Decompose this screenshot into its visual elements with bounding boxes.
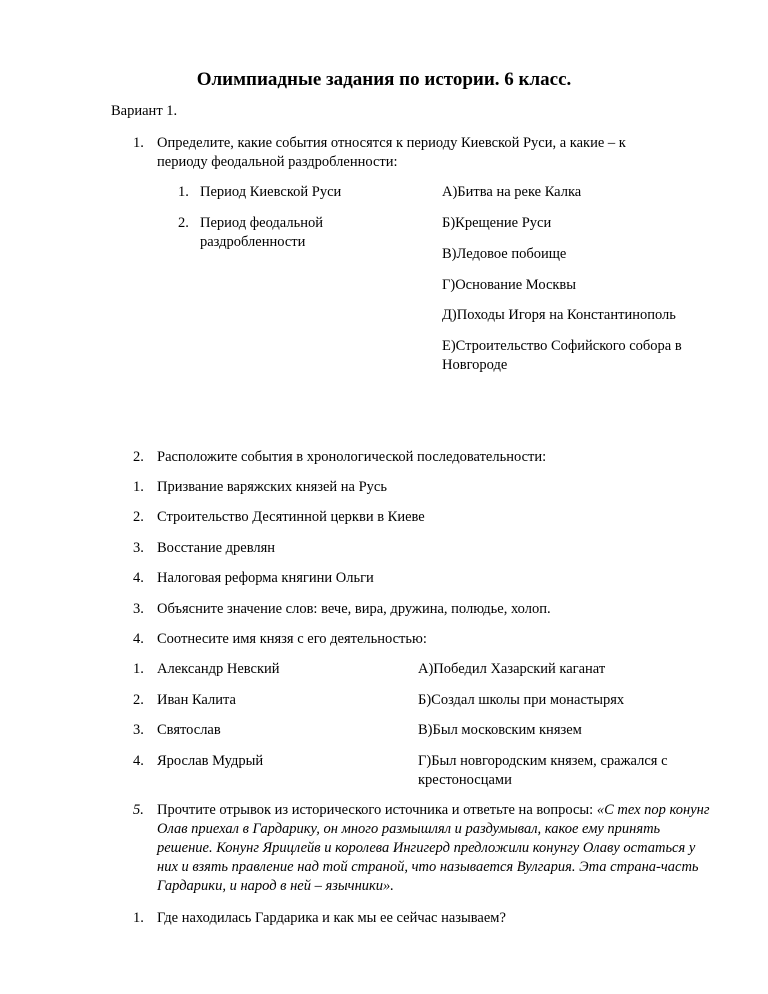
q1-right-item: Е)Строительство Софийского собора в Новгороде [442,338,682,373]
q4-left-item-label: Святослав [157,722,221,738]
question-4-text: Соотнесите имя князя с его деятельностью: [157,631,427,647]
q2-list-item-number: 2. [133,509,144,525]
question-5-prompt: Прочтите отрывок из исторического источника и ответьте на вопросы: [157,802,597,818]
q2-list-item-label: Налоговая реформа княгини Ольги [157,570,374,586]
q1-left-item-label: Период феодальной раздробленности [200,215,323,250]
q4-right-item: Б)Создал школы при монастырях [418,692,625,708]
question-1-number: 1. [133,135,144,151]
question-1-text: Определите, какие события относятся к периоду Киевской Руси, а какие – к периоду феодальной раздробленности: [157,135,626,170]
question-2-text: Расположите события в хронологической последовательности: [157,449,547,465]
q4-left-item-label: Ярослав Мудрый [157,753,264,769]
q2-list-item-number: 1. [133,479,144,495]
q2-list-item-number: 3. [133,540,144,556]
q4-left-item-number: 1. [133,661,144,677]
q1-right-item: Б)Крещение Руси [442,215,552,231]
question-2-number: 2. [133,449,144,465]
question-3-text: Объясните значение слов: вече, вира, дружина, полюдье, холоп. [157,601,551,617]
question-3-number: 3. [133,601,144,617]
q5-question-label: Где находилась Гардарика и как мы ее сейчас называем? [157,910,506,926]
q1-right-item: В)Ледовое побоище [442,246,567,262]
q1-right-item: Д)Походы Игоря на Константинополь [442,307,676,323]
variant-label: Вариант 1. [111,103,178,119]
q1-right-item: Г)Основание Москвы [442,277,577,293]
q1-left-item-label: Период Киевской Руси [200,184,342,200]
page-title: Олимпиадные задания по истории. 6 класс. [196,69,572,90]
q4-right-item: В)Был московским князем [418,722,582,738]
q4-left-item-label: Александр Невский [157,661,280,677]
q4-left-item-number: 4. [133,753,144,769]
question-5-text [157,801,717,896]
question-5-quote: «С тех пор конунг Олав приехал в Гардарику, он много размышлял и раздумывал, какое ему принять решение. Конунг Ярицлейв и королева Ингигерд предложили конунгу Олаву остаться у них и взять правление над той страной, что называется Вулгария. Эта страна-часть Гардарики, и народ в ней – язычники». [157,802,710,894]
q2-list-item-label: Призвание варяжских князей на Русь [157,479,387,495]
q2-list-item-label: Строительство Десятинной церкви в Киеве [157,509,425,525]
q1-right-item: А)Битва на реке Калка [442,184,582,200]
q1-left-item-number: 2. [178,215,189,231]
q4-left-item-number: 2. [133,692,144,708]
question-4-number: 4. [133,631,144,647]
q4-right-item: А)Победил Хазарский каганат [418,661,606,677]
q5-question-number: 1. [133,910,144,926]
q4-left-item-number: 3. [133,722,144,738]
q2-list-item-label: Восстание древлян [157,540,276,556]
q4-left-item-label: Иван Калита [157,692,236,708]
question-5-number: 5. [133,802,144,818]
q1-left-item-number: 1. [178,184,189,200]
q2-list-item-number: 4. [133,570,144,586]
q4-right-item: Г)Был новгородским князем, сражался с крестоносцами [418,753,668,788]
